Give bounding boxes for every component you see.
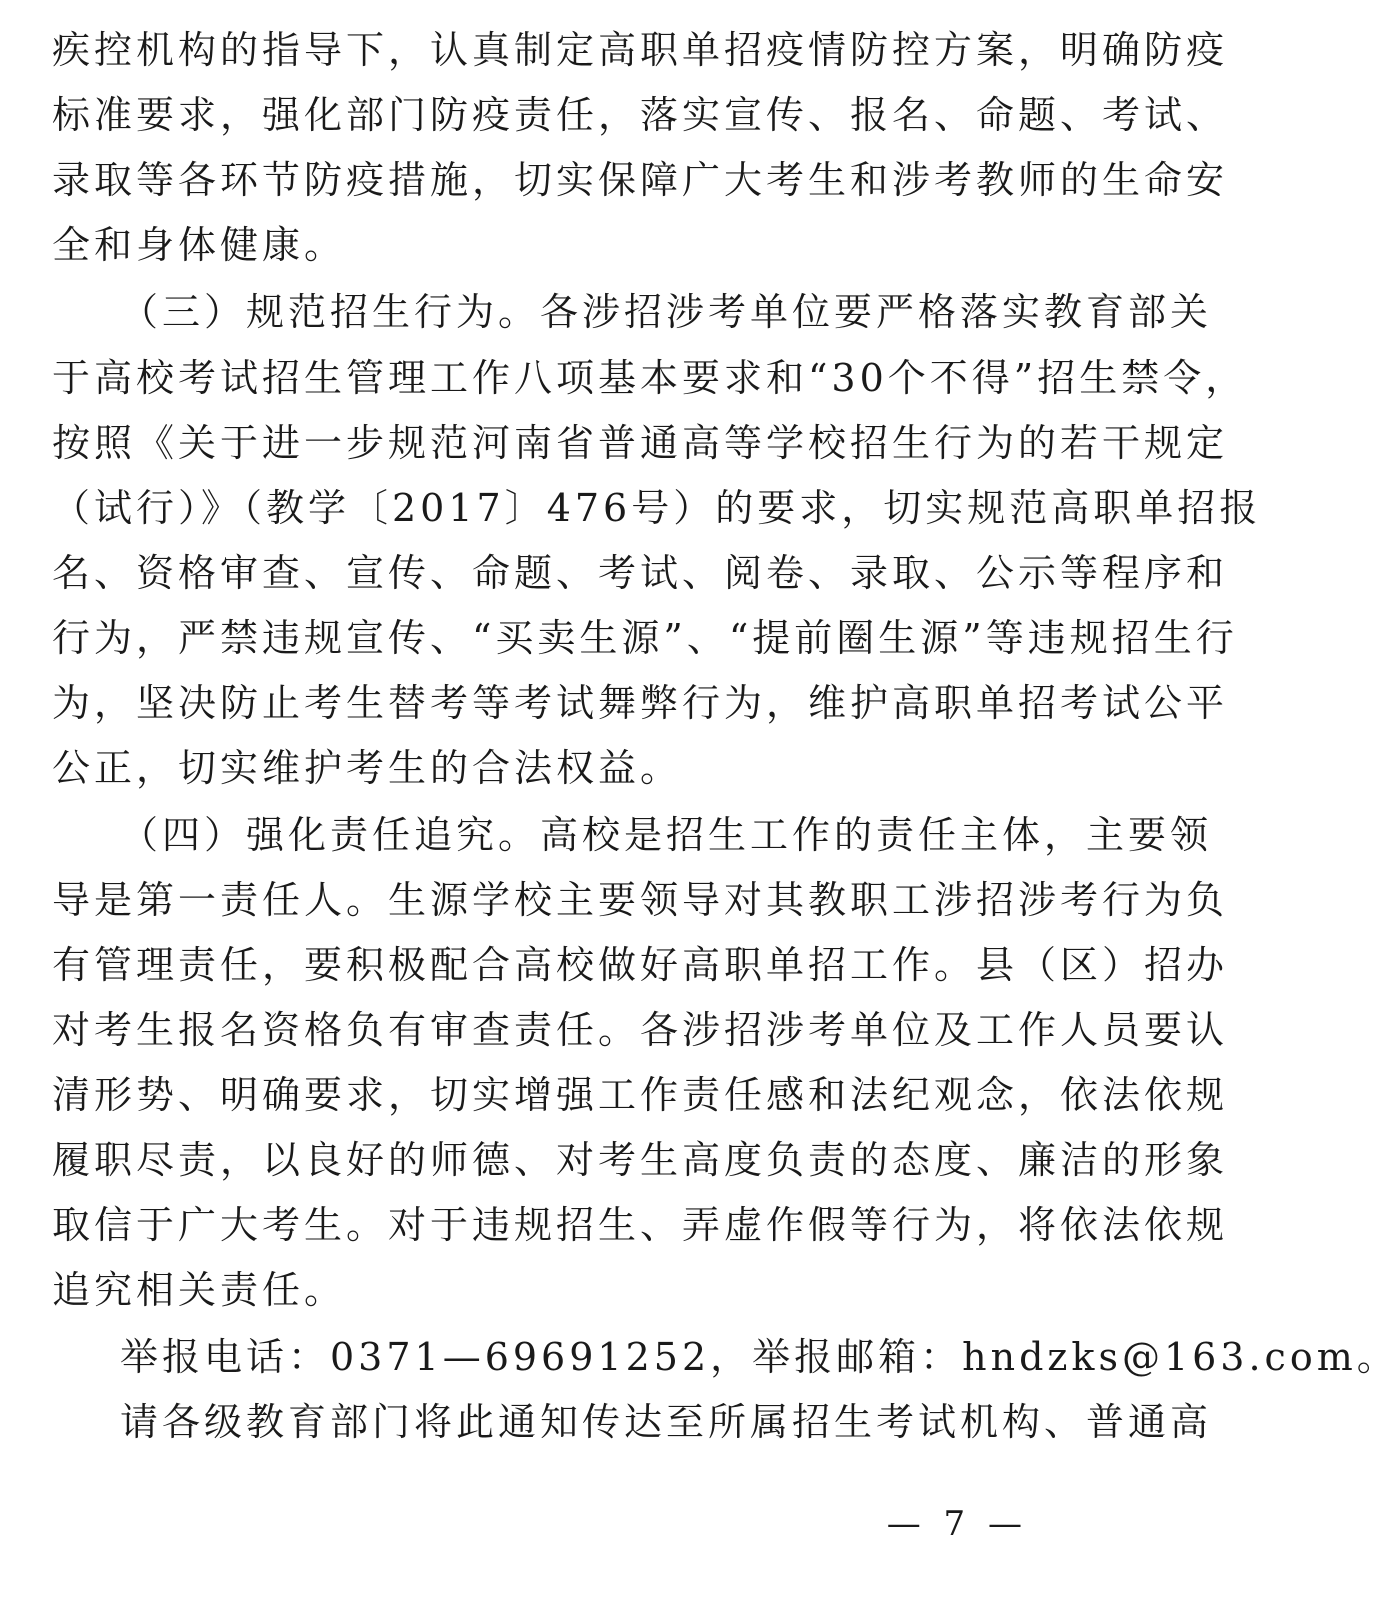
section-heading-line: （四）强化责任追究。高校是招生工作的责任主体，主要领 bbox=[120, 813, 1213, 857]
body-text-line: 取信于广大考生。对于违规招生、弄虚作假等行为，将依法依规 bbox=[52, 1203, 1229, 1247]
body-text-line: 行为，严禁违规宣传、“买卖生源”、“提前圈生源”等违规招生行 bbox=[52, 616, 1238, 660]
body-text-line: 对考生报名资格负有审查责任。各涉招涉考单位及工作人员要认 bbox=[52, 1008, 1229, 1052]
body-text-line: 录取等各环节防疫措施，切实保障广大考生和涉考教师的生命安 bbox=[52, 158, 1229, 202]
body-text-line: （试行）》（教学〔2017〕476号）的要求，切实规范高职单招报 bbox=[52, 486, 1262, 530]
page-number: — 7 — bbox=[886, 1504, 1028, 1544]
body-text-line: 请各级教育部门将此通知传达至所属招生考试机构、普通高 bbox=[120, 1400, 1213, 1444]
body-text-line: 为，坚决防止考生替考等考试舞弊行为，维护高职单招考试公平 bbox=[52, 681, 1229, 725]
body-text-line: 按照《关于进一步规范河南省普通高等学校招生行为的若干规定 bbox=[52, 421, 1229, 465]
body-text-line: 有管理责任，要积极配合高校做好高职单招工作。县（区）招办 bbox=[52, 943, 1229, 987]
body-text-line: 清形势、明确要求，切实增强工作责任感和法纪观念，依法依规 bbox=[52, 1073, 1229, 1117]
body-text-line: 疾控机构的指导下，认真制定高职单招疫情防控方案，明确防疫 bbox=[52, 28, 1229, 72]
body-text-line: 全和身体健康。 bbox=[52, 223, 347, 267]
body-text-line: 追究相关责任。 bbox=[52, 1268, 347, 1312]
section-heading-line: （三）规范招生行为。各涉招涉考单位要严格落实教育部关 bbox=[120, 290, 1213, 334]
body-text-line: 于高校考试招生管理工作八项基本要求和“30个不得”招生禁令， bbox=[52, 356, 1248, 400]
body-text-line: 标准要求，强化部门防疫责任，落实宣传、报名、命题、考试、 bbox=[52, 93, 1229, 137]
report-contact-line: 举报电话：0371—69691252，举报邮箱：hndzks@163.com。 bbox=[120, 1335, 1399, 1379]
body-text-line: 导是第一责任人。生源学校主要领导对其教职工涉招涉考行为负 bbox=[52, 878, 1229, 922]
body-text-line: 履职尽责，以良好的师德、对考生高度负责的态度、廉洁的形象 bbox=[52, 1138, 1229, 1182]
body-text-line: 名、资格审查、宣传、命题、考试、阅卷、录取、公示等程序和 bbox=[52, 551, 1229, 595]
body-text-line: 公正，切实维护考生的合法权益。 bbox=[52, 746, 683, 790]
